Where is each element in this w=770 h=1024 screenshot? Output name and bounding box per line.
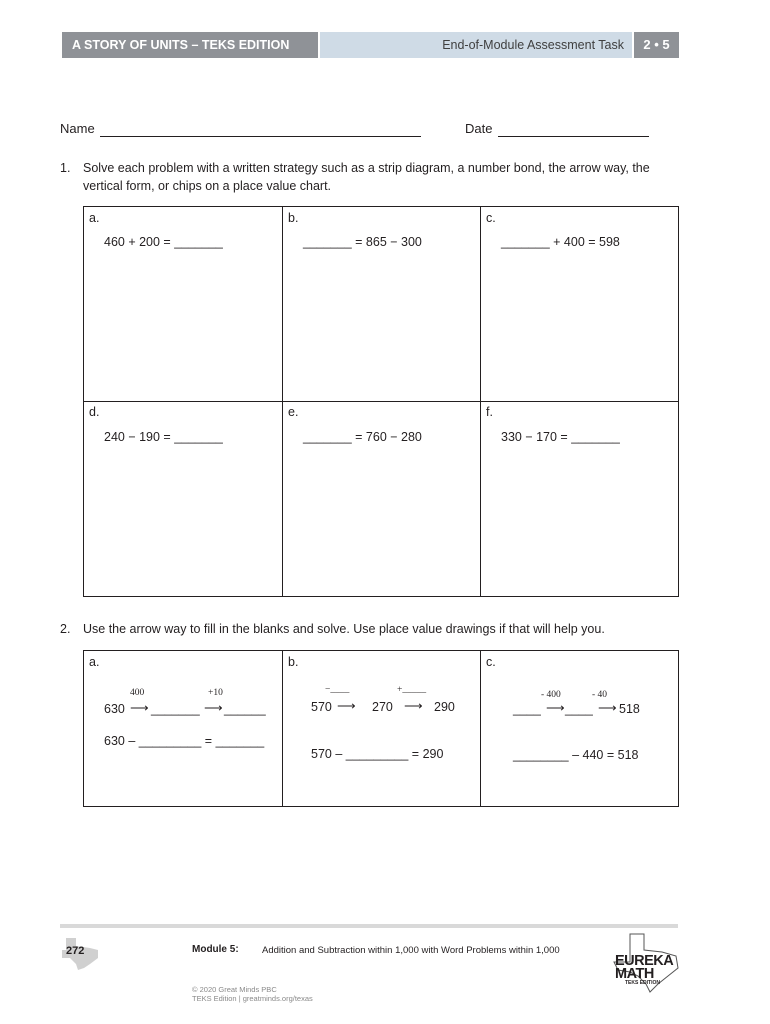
q1-text-line2: vertical form, or chips on a place value chart. xyxy=(83,179,332,193)
q2c-end: 518 xyxy=(619,702,640,716)
q2a-top-label: +10 xyxy=(208,688,223,698)
q1-number: 1. xyxy=(60,161,71,175)
q1-problem: _______ = 760 − 280 xyxy=(303,430,422,444)
q2c-top-label: - 400 xyxy=(541,690,561,700)
date-label: Date xyxy=(465,121,493,136)
q2c-blank[interactable]: ____ xyxy=(513,702,541,716)
q1-grid-divider xyxy=(83,401,679,402)
q1-problem: _______ + 400 = 598 xyxy=(501,235,620,249)
q1-cell-letter: a. xyxy=(89,211,100,225)
q2a-start: 630 xyxy=(104,702,125,716)
q2b-start: 570 xyxy=(311,700,332,714)
q2c-arrow: ⟶ xyxy=(546,700,565,715)
q2a-equation: 630 – _________ = _______ xyxy=(104,734,265,748)
q1-cell-letter: e. xyxy=(288,405,299,419)
copyright-line: © 2020 Great Minds PBC xyxy=(192,985,277,994)
date-line[interactable] xyxy=(498,136,649,137)
q2a-top-label: 400 xyxy=(130,688,145,698)
q2b-letter: b. xyxy=(288,655,299,669)
q2b-equation: 570 – _________ = 290 xyxy=(311,747,444,761)
q2b-mid: 270 xyxy=(372,700,393,714)
q2a-blank[interactable]: _______ xyxy=(151,702,200,716)
q2-grid xyxy=(83,650,679,807)
q2c-equation: ________ – 440 = 518 xyxy=(513,748,639,762)
logo-subtitle: TEKS EDITION xyxy=(625,980,661,986)
q1-cell-letter: d. xyxy=(89,405,100,419)
q2-grid-divider xyxy=(480,650,481,807)
q2a-arrow: ⟶ xyxy=(130,700,149,715)
q1-cell-letter: f. xyxy=(486,405,493,419)
q2-text: Use the arrow way to fill in the blanks and solve. Use place value drawings if that will help you. xyxy=(83,622,605,636)
q1-text-line1: Solve each problem with a written strategy such as a strip diagram, a number bond, the arrow way, the xyxy=(83,161,650,175)
footer-bar xyxy=(60,924,678,928)
q2c-top-label: - 40 xyxy=(592,690,608,700)
q1-problem: 240 − 190 = _______ xyxy=(104,430,223,444)
header-task-title: End-of-Module Assessment Task xyxy=(320,32,632,58)
q2c-letter: c. xyxy=(486,655,496,669)
q2b-arrow: ⟶ xyxy=(337,698,356,713)
q2c-blank[interactable]: ____ xyxy=(565,702,593,716)
q2b-top-label[interactable]: −____ xyxy=(325,685,350,695)
q1-problem: 330 − 170 = _______ xyxy=(501,430,620,444)
q2a-letter: a. xyxy=(89,655,100,669)
module-label: Module 5: xyxy=(192,944,239,955)
q2c-arrow: ⟶ xyxy=(598,700,617,715)
copyright xyxy=(192,985,313,1003)
header-series-title: A STORY OF UNITS – TEKS EDITION xyxy=(62,32,318,58)
q1-cell-letter: b. xyxy=(288,211,299,225)
q2-number: 2. xyxy=(60,622,71,636)
copyright-line: TEKS Edition | greatminds.org/texas xyxy=(192,994,313,1003)
q2a-blank[interactable]: ______ xyxy=(224,702,266,716)
name-label: Name xyxy=(60,121,95,136)
q1-problem: _______ = 865 − 300 xyxy=(303,235,422,249)
q2b-top-label[interactable]: +_____ xyxy=(397,685,427,695)
q2b-end: 290 xyxy=(434,700,455,714)
q1-cell-letter: c. xyxy=(486,211,496,225)
page-number: 272 xyxy=(66,945,85,957)
q2a-arrow: ⟶ xyxy=(204,700,223,715)
q1-problem: 460 + 200 = _______ xyxy=(104,235,223,249)
header-module-badge: 2 • 5 xyxy=(634,32,679,58)
name-line[interactable] xyxy=(100,136,421,137)
logo-word: EUREKA xyxy=(615,953,674,969)
q2-grid-divider xyxy=(282,650,283,807)
module-title: Addition and Subtraction within 1,000 with Word Problems within 1,000 xyxy=(262,945,560,956)
eureka-math-logo xyxy=(615,955,673,981)
logo-word: MATH xyxy=(615,966,654,982)
q2b-arrow: ⟶ xyxy=(404,698,423,713)
